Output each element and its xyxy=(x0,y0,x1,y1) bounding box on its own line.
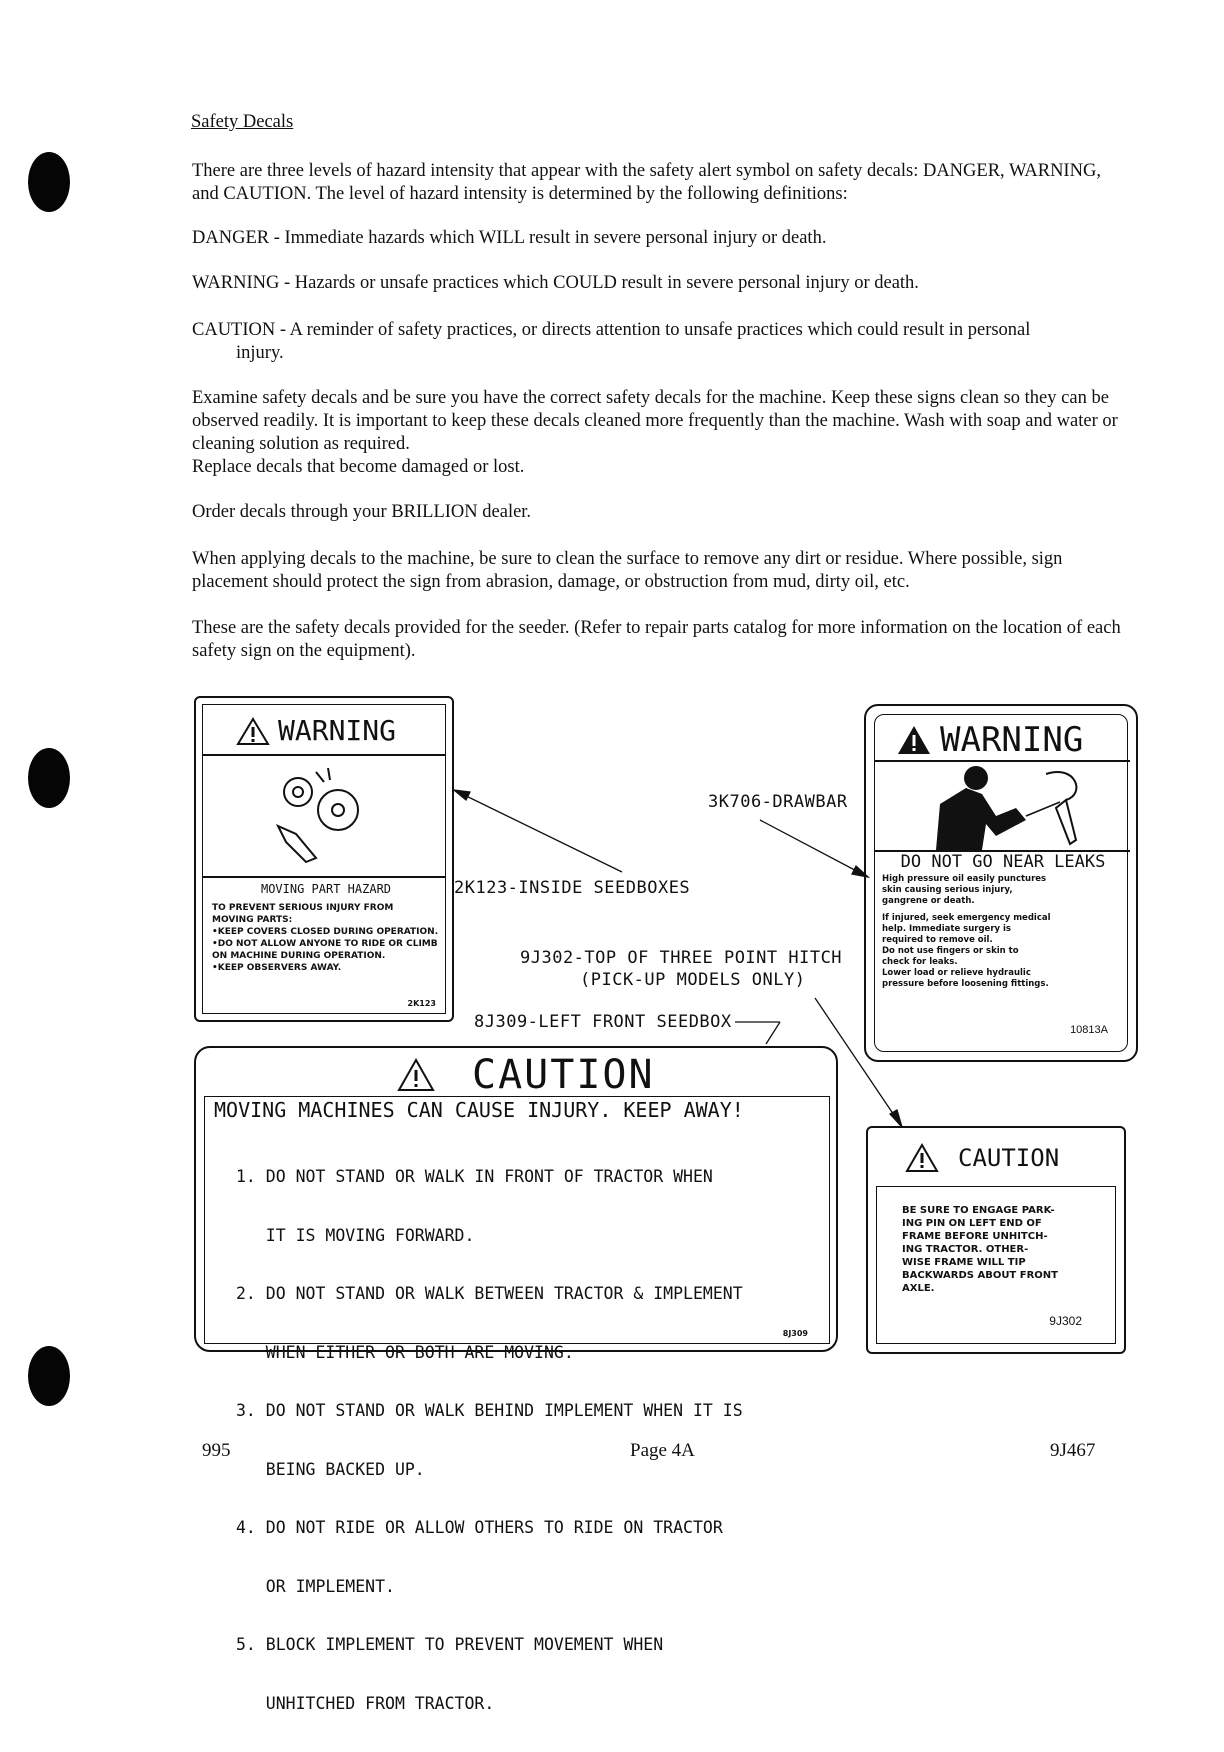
decal-line: 2. DO NOT STAND OR WALK BETWEEN TRACTOR & IMPLEMENT xyxy=(236,1284,743,1303)
decal-line: IT IS MOVING FORWARD. xyxy=(236,1225,475,1245)
decal-body xyxy=(902,1204,1118,1295)
decal-line: 4. DO NOT RIDE OR ALLOW OTHERS TO RIDE ON TRACTOR xyxy=(236,1518,723,1537)
decal-line: AXLE. xyxy=(902,1283,935,1294)
decal-line: skin causing serious injury, xyxy=(882,885,1013,895)
callout-pickup-models: (PICK-UP MODELS ONLY) xyxy=(580,970,806,990)
decal-line: ON MACHINE DURING OPERATION. xyxy=(212,951,386,961)
decal-line: help. Immediate surgery is xyxy=(882,924,1011,934)
alert-triangle-icon xyxy=(896,724,932,756)
decal-line: •DO NOT ALLOW ANYONE TO RIDE OR CLIMB xyxy=(212,939,438,949)
callout-inside-seedboxes: 2K123-INSIDE SEEDBOXES xyxy=(454,878,691,898)
intro-paragraph: There are three levels of hazard intensity that appear with the safety alert symbol on safety decals: DANGER, WARNING, and CAUTION. The level of hazard intensity is determined by the following definitions: xyxy=(192,161,1101,204)
alert-triangle-icon xyxy=(396,1057,436,1093)
alert-triangle-icon xyxy=(236,716,270,746)
callout-drawbar: 3K706-DRAWBAR xyxy=(708,792,848,812)
decal-line: High pressure oil easily punctures xyxy=(882,874,1047,884)
decal-line: MOVING PARTS: xyxy=(212,915,293,925)
decal-line: BE SURE TO ENGAGE PARK- xyxy=(902,1205,1055,1216)
decal-header-text: WARNING xyxy=(940,720,1084,760)
decal-line: •KEEP COVERS CLOSED DURING OPERATION. xyxy=(212,927,439,937)
caution-definition-line1: CAUTION - A reminder of safety practices, or directs attention to unsafe practices which could result in personal xyxy=(192,320,1031,340)
provided-paragraph: These are the safety decals provided for the seeder. (Refer to repair parts catalog for more information on the location of each safety sign on the equipment). xyxy=(192,618,1121,661)
decal-line: WHEN EITHER OR BOTH ARE MOVING. xyxy=(236,1342,574,1362)
decal-line: check for leaks. xyxy=(882,957,958,967)
callout-three-point-hitch: 9J302-TOP OF THREE POINT HITCH xyxy=(520,948,843,968)
decal-code: 10813A xyxy=(1070,1024,1108,1036)
decal-code: 9J302 xyxy=(1049,1314,1082,1328)
footer-document-code: 9J467 xyxy=(1050,1440,1096,1461)
decal-body xyxy=(882,874,1132,990)
decal-line: BEING BACKED UP. xyxy=(236,1459,425,1479)
divider xyxy=(202,754,446,756)
decal-line: pressure before loosening fittings. xyxy=(882,979,1049,989)
decal-subtitle: DO NOT GO NEAR LEAKS xyxy=(900,852,1106,872)
decal-header xyxy=(896,720,1083,760)
decal-line: Lower load or relieve hydraulic xyxy=(882,968,1031,978)
decal-line: Do not use fingers or skin to xyxy=(882,946,1019,956)
decal-9j302-caution xyxy=(866,1126,1126,1354)
hydraulic-leak-icon xyxy=(926,764,1096,850)
footer-page-number: Page 4A xyxy=(630,1440,695,1461)
replace-paragraph: Replace decals that become damaged or lost. xyxy=(192,457,525,477)
decal-2k123-warning xyxy=(194,696,454,1022)
decal-header xyxy=(396,1052,655,1098)
decal-body xyxy=(212,902,448,974)
caution-definition-line2: injury. xyxy=(236,343,284,363)
decal-line: TO PREVENT SERIOUS INJURY FROM xyxy=(212,903,394,913)
section-title: Safety Decals xyxy=(191,112,294,132)
decal-line: required to remove oil. xyxy=(882,935,993,945)
warning-definition: WARNING - Hazards or unsafe practices which COULD result in severe personal injury or death. xyxy=(192,273,919,293)
decal-subtitle: MOVING PART HAZARD xyxy=(260,882,392,896)
decal-line: ING TRACTOR. OTHER- xyxy=(902,1244,1029,1255)
callout-left-front-seedbox: 8J309-LEFT FRONT SEEDBOX xyxy=(474,1012,732,1032)
decal-line: •KEEP OBSERVERS AWAY. xyxy=(212,963,342,973)
order-paragraph: Order decals through your BRILLION dealer. xyxy=(192,502,532,522)
decal-line: OR IMPLEMENT. xyxy=(236,1576,395,1596)
danger-definition: DANGER - Immediate hazards which WILL result in severe personal injury or death. xyxy=(192,228,827,248)
decal-code: 8J309 xyxy=(782,1329,808,1338)
divider xyxy=(202,876,446,878)
decal-header-text: CAUTION xyxy=(472,1052,655,1098)
decal-line: 5. BLOCK IMPLEMENT TO PREVENT MOVEMENT WHEN xyxy=(236,1635,664,1654)
decal-header xyxy=(236,714,396,747)
decal-10813a-warning xyxy=(864,704,1138,1062)
decal-line: FRAME BEFORE UNHITCH- xyxy=(902,1231,1048,1242)
decal-line: WISE FRAME WILL TIP xyxy=(902,1257,1026,1268)
decal-header-text: WARNING xyxy=(278,714,397,747)
examine-paragraph: Examine safety decals and be sure you have the correct safety decals for the machine. Keep these signs clean so they can be observed readily. It is important to keep these decals cleaned more frequently than the machine. Wash with soap and water or cleaning solution as required. xyxy=(192,388,1118,454)
applying-paragraph: When applying decals to the machine, be sure to clean the surface to remove any dirt or residue. Where possible, sign placement should protect the sign from abrasion, damage, or obstruction from mud, dirty oil, etc. xyxy=(192,549,1063,592)
footer-date-code: 995 xyxy=(202,1440,231,1461)
decal-code: 2K123 xyxy=(407,999,436,1008)
decal-line: gangrene or death. xyxy=(882,896,975,906)
decal-line: BACKWARDS ABOUT FRONT xyxy=(902,1270,1058,1281)
decal-header xyxy=(904,1142,1059,1174)
decal-subtitle: MOVING MACHINES CAN CAUSE INJURY. KEEP AWAY! xyxy=(214,1098,744,1122)
decal-line: If injured, seek emergency medical xyxy=(882,913,1051,923)
gears-hand-icon xyxy=(266,762,376,866)
decal-line: 3. DO NOT STAND OR WALK BEHIND IMPLEMENT WHEN IT IS xyxy=(236,1401,743,1420)
decal-line: ING PIN ON LEFT END OF xyxy=(902,1218,1042,1229)
decal-header-text: CAUTION xyxy=(958,1144,1060,1172)
divider xyxy=(874,760,1130,762)
decal-line: 1. DO NOT STAND OR WALK IN FRONT OF TRACTOR WHEN xyxy=(236,1167,713,1186)
alert-triangle-icon xyxy=(904,1142,940,1174)
decal-line: UNHITCHED FROM TRACTOR. xyxy=(236,1693,495,1713)
